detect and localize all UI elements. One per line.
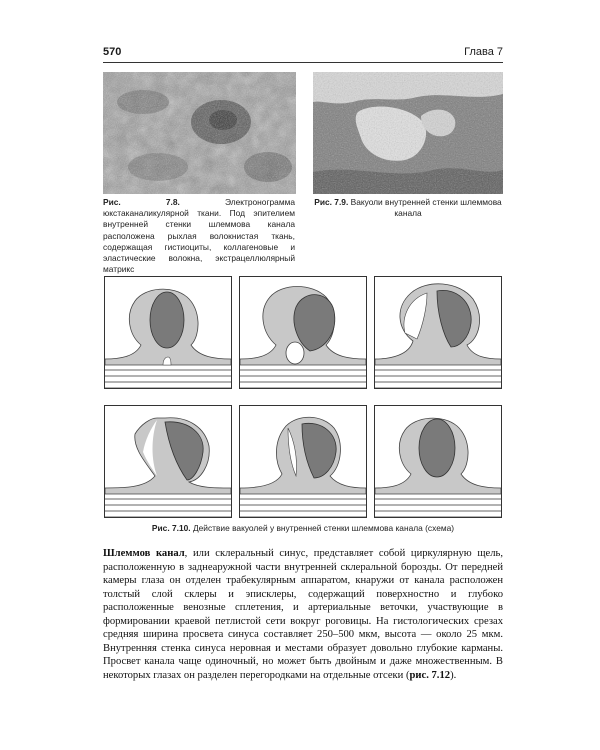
schema-panel-4 bbox=[104, 405, 232, 518]
figure-7-9-text: Вакуоли внутренней стенки шлеммова канала bbox=[350, 197, 502, 219]
figure-7-10-caption bbox=[103, 523, 503, 534]
schema-panel-2 bbox=[239, 276, 367, 389]
schema-panel-5 bbox=[239, 405, 367, 518]
page-number: 570 bbox=[103, 46, 122, 58]
body-term: Шлеммов канал bbox=[103, 548, 185, 559]
schema-panel-6 bbox=[374, 405, 502, 518]
schema-panel-1 bbox=[104, 276, 232, 389]
body-figure-reference: рис. 7.12 bbox=[409, 669, 451, 681]
figure-7-9-label: Рис. 7.9. bbox=[314, 197, 349, 207]
figure-7-8-caption bbox=[103, 197, 295, 275]
chapter-title: Глава 7 bbox=[464, 46, 503, 58]
body-end: ). bbox=[450, 669, 457, 681]
schema-panel-3 bbox=[374, 276, 502, 389]
page-header bbox=[103, 46, 503, 63]
body-paragraph bbox=[103, 547, 503, 682]
figure-7-8-text: Электронограмма юкстаканаликулярной ткани. Под эпителием внутренней стенки шлеммова канала расположена рыхлая волокнистая ткань, содержащая гистиоциты, коллагеновые и эластические волокна, экстрацеллюлярный матрикс bbox=[103, 197, 295, 275]
figure-7-9-image bbox=[313, 72, 503, 194]
figure-7-10-label: Рис. 7.10. bbox=[151, 523, 191, 533]
figure-7-9-caption bbox=[313, 197, 503, 219]
body-sentence: , или склеральный синус, представляет собой циркулярную щель, расположенную в заднеаружной части внутренней склеральной борозды. От передней камеры глаза он отделен трабекулярным аппаратом, кнаружи от канала расположен толстый слой склеры и эписклеры, содержащий поверхностно и глубоко расположенные венозные сплетения, и артериальные веточки, участвующие в формировании краевой петлистой сети вокруг роговицы. На гистологических срезах средняя ширина просвета синуса составляет 250–500 мкм, высота — около 25 мкм. Внутренняя стенка синуса неровная и местами образует довольно глубокие карманы. Просвет канала чаще одиночный, но может быть двойным и даже множественным. В некоторых глазах он разделен перегородками на отдельные отсеки ( bbox=[103, 548, 503, 681]
figure-7-10-text: Действие вакуолей у внутренней стенки шлеммова канала (схема) bbox=[192, 523, 455, 533]
figure-7-8-image bbox=[103, 72, 296, 194]
figure-7-8-label: Рис. 7.8. bbox=[103, 197, 180, 207]
